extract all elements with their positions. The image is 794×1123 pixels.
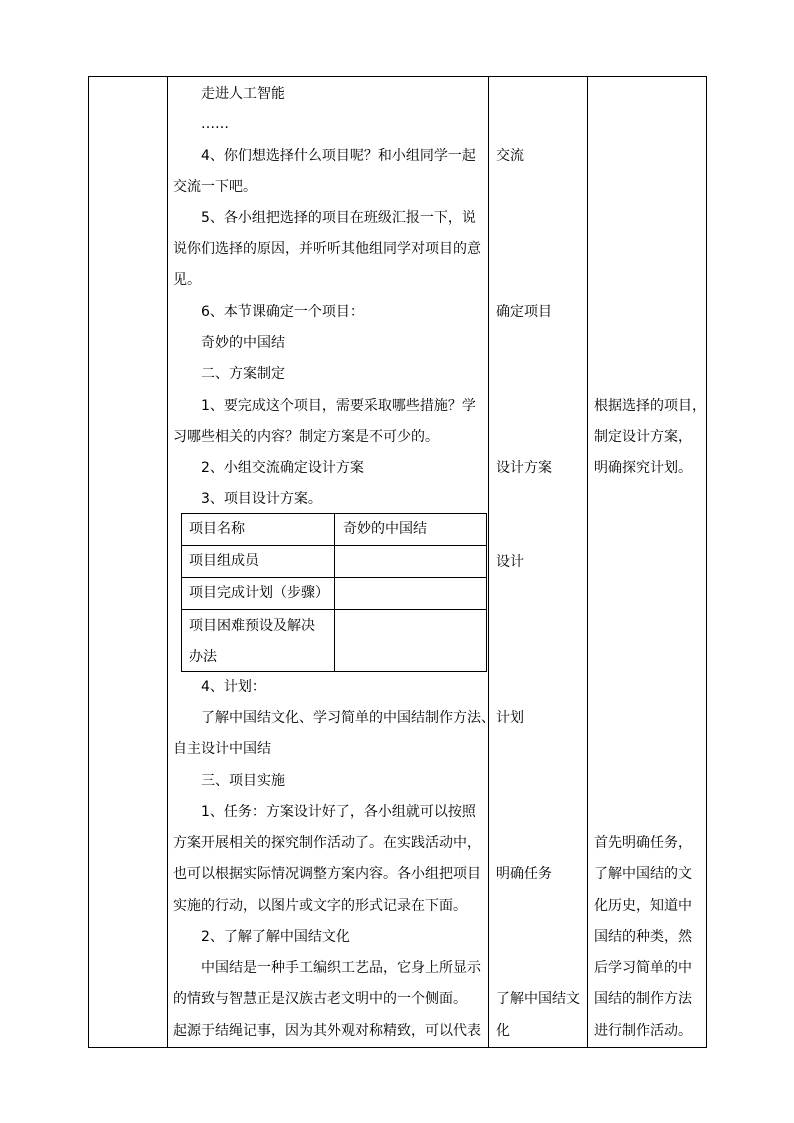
content-line: 实施的行动，以图片或文字的形式记录在下面。 bbox=[173, 898, 467, 914]
intent-note-line: 进行制作活动。 bbox=[594, 1023, 692, 1039]
content-line: 方案开展相关的探究制作活动了。在实践活动中， bbox=[173, 835, 481, 851]
content-line: …… bbox=[201, 116, 229, 132]
activity-label: 设计 bbox=[496, 554, 524, 570]
project-table-label: 办法 bbox=[189, 649, 217, 665]
content-line: 2、了解了解中国结文化 bbox=[201, 929, 350, 945]
content-line: 3、项目设计方案。 bbox=[201, 491, 322, 507]
table-column-divider bbox=[167, 76, 168, 1048]
project-table-label: 项目困难预设及解决 bbox=[189, 618, 315, 634]
empty-left-cell bbox=[89, 77, 167, 1047]
intent-note-line: 国结的种类，然 bbox=[594, 929, 692, 945]
activity-label: 确定项目 bbox=[496, 304, 552, 320]
content-line: 1、要完成这个项目，需要采取哪些措施？学 bbox=[201, 398, 476, 414]
table-column-divider bbox=[488, 76, 489, 1048]
content-line: 交流一下吧。 bbox=[173, 179, 257, 195]
content-line: 2、小组交流确定设计方案 bbox=[201, 460, 364, 476]
content-line: 自主设计中国结 bbox=[173, 741, 271, 757]
table-bottom-border bbox=[88, 1047, 706, 1048]
project-table-label: 项目完成计划（步骤） bbox=[189, 585, 329, 601]
project-table-value: 奇妙的中国结 bbox=[343, 521, 427, 537]
content-line: 4、计划： bbox=[201, 679, 266, 695]
intent-note-line: 国结的制作方法 bbox=[594, 991, 692, 1007]
table-column-divider bbox=[587, 76, 588, 1048]
intent-note-line: 明确探究计划。 bbox=[594, 460, 692, 476]
project-design-table bbox=[181, 513, 487, 671]
activity-label: 计划 bbox=[496, 710, 524, 726]
content-line: 见。 bbox=[173, 272, 201, 288]
section-heading: 二、方案制定 bbox=[201, 366, 285, 382]
content-line: 4、你们想选择什么项目呢？和小组同学一起 bbox=[201, 148, 476, 164]
content-line: 也可以根据实际情况调整方案内容。各小组把项目 bbox=[173, 866, 481, 882]
activity-label: 明确任务 bbox=[496, 866, 552, 882]
content-line: 走进人工智能 bbox=[201, 86, 285, 102]
intent-note-line: 了解中国结的文 bbox=[594, 866, 692, 882]
content-line: 1、任务：方案设计好了，各小组就可以按照 bbox=[201, 804, 476, 820]
activity-label: 设计方案 bbox=[496, 460, 552, 476]
content-line: 中国结是一种手工编织工艺品，它身上所显示 bbox=[201, 960, 481, 976]
intent-note-line: 制定设计方案， bbox=[594, 429, 692, 445]
project-table-label: 项目组成员 bbox=[189, 553, 259, 569]
activity-label: 了解中国结文 bbox=[496, 991, 580, 1007]
content-line: 起源于结绳记事，因为其外观对称精致，可以代表 bbox=[173, 1023, 481, 1039]
content-line: 说你们选择的原因，并听听其他组同学对项目的意 bbox=[173, 241, 481, 257]
table-top-border bbox=[88, 76, 706, 77]
content-line: 5、各小组把选择的项目在班级汇报一下，说 bbox=[201, 210, 476, 226]
table-column-divider bbox=[706, 76, 707, 1048]
activity-label: 交流 bbox=[496, 148, 524, 164]
content-line: 的情致与智慧正是汉族古老文明中的一个侧面。 bbox=[173, 991, 467, 1007]
project-table-label: 项目名称 bbox=[189, 521, 245, 537]
section-heading: 三、项目实施 bbox=[201, 773, 285, 789]
intent-note-line: 后学习简单的中 bbox=[594, 960, 692, 976]
activity-label: 化 bbox=[496, 1023, 510, 1039]
content-line: 了解中国结文化、学习简单的中国结制作方法、 bbox=[201, 710, 495, 726]
intent-note-line: 根据选择的项目， bbox=[594, 398, 706, 414]
intent-note-line: 化历史，知道中 bbox=[594, 898, 692, 914]
content-line: 奇妙的中国结 bbox=[201, 335, 285, 351]
content-line: 习哪些相关的内容？制定方案是不可少的。 bbox=[173, 429, 439, 445]
content-line: 6、本节课确定一个项目： bbox=[201, 304, 364, 320]
intent-note-line: 首先明确任务， bbox=[594, 835, 692, 851]
